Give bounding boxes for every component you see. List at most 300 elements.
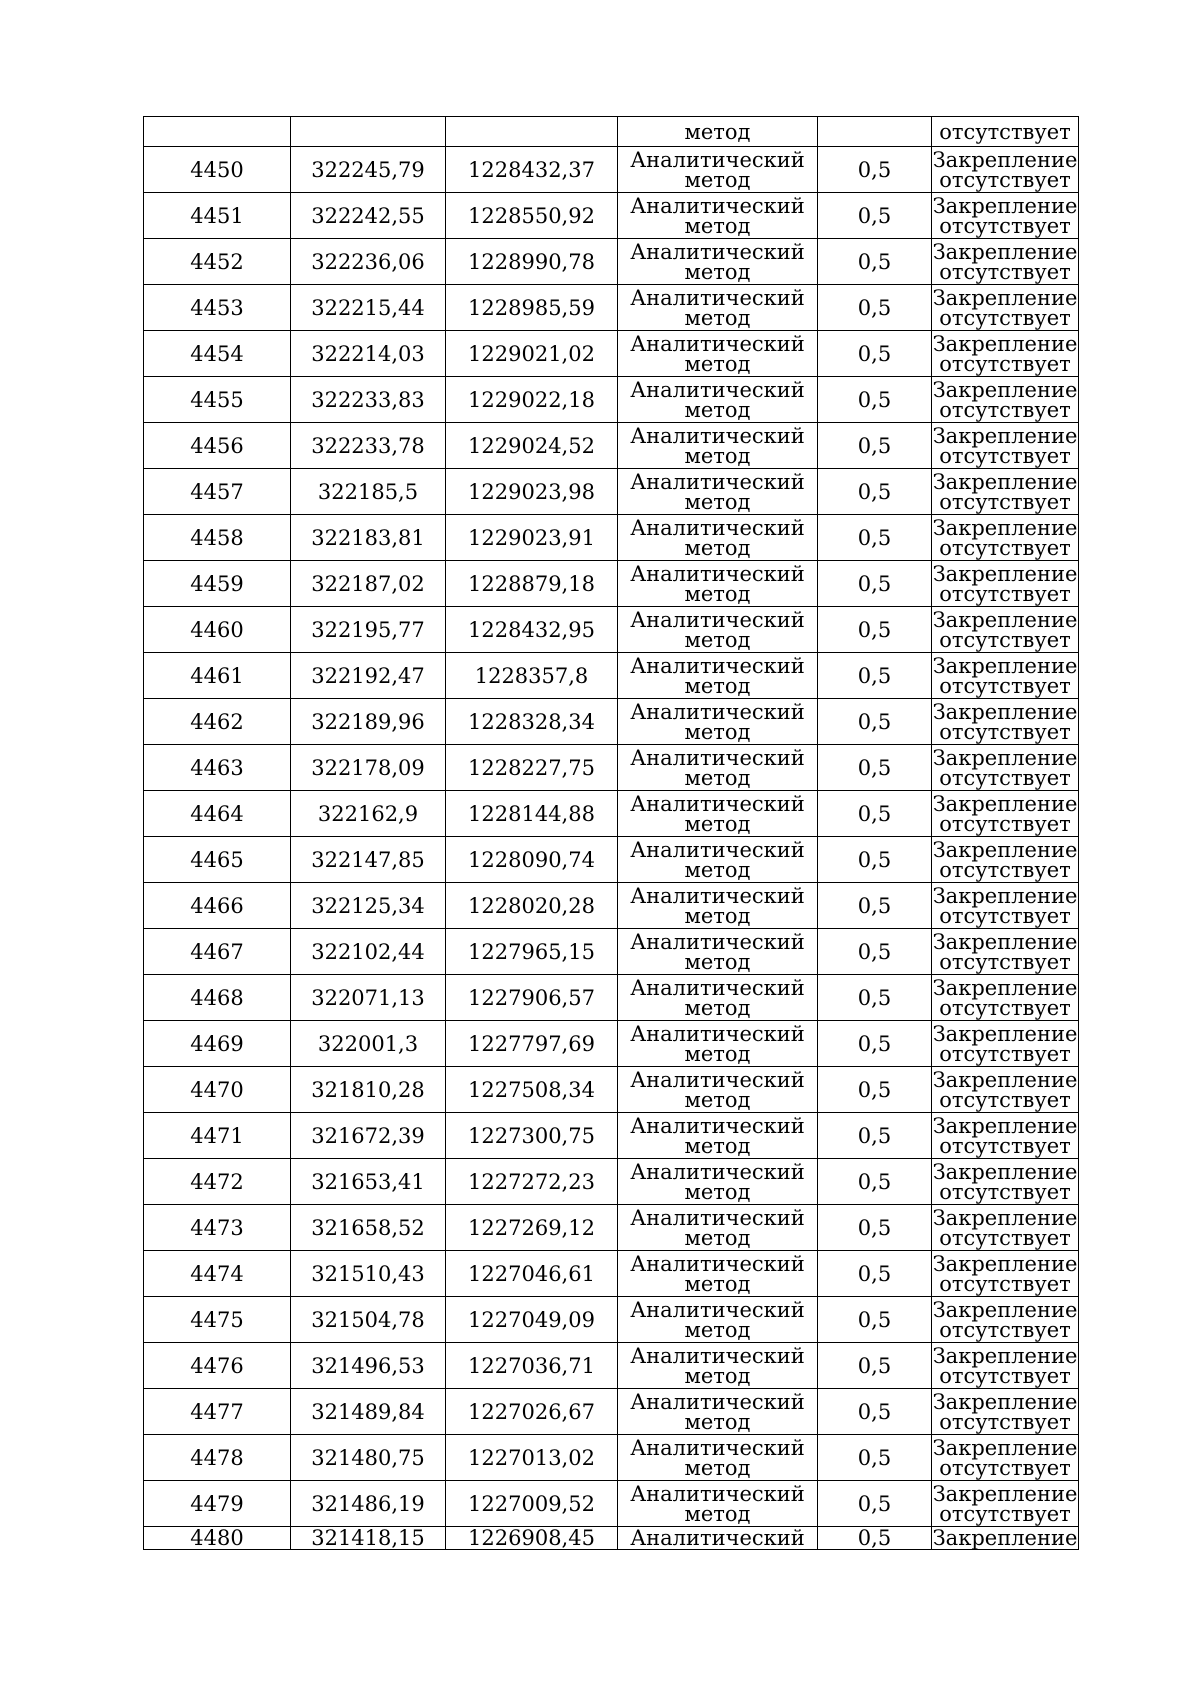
cell-fixing-line1: Закрепление xyxy=(932,1481,1078,1506)
cell-y-coordinate: 1228020,28 xyxy=(446,883,618,929)
cell-fixing xyxy=(932,653,1079,699)
cell-accuracy: 0,5 xyxy=(818,561,932,607)
cell-fixing xyxy=(932,331,1079,377)
cell-fixing-line1: Закрепление xyxy=(932,1021,1078,1046)
cell-point-number: 4472 xyxy=(144,1159,291,1205)
cell-method-line1: Аналитический xyxy=(630,1067,805,1092)
cell-point-number: 4463 xyxy=(144,745,291,791)
cell-fixing-line1: Закрепление xyxy=(932,699,1078,724)
cell-fixing-line1: Закрепление xyxy=(932,837,1078,862)
cell-y-coordinate: 1227269,12 xyxy=(446,1205,618,1251)
cell-method-line1: Аналитический xyxy=(630,193,805,218)
cell-fixing xyxy=(932,1343,1079,1389)
cell-method-line1: Аналитический xyxy=(630,1389,805,1414)
coordinates-table xyxy=(143,116,1079,1550)
table-row xyxy=(144,1113,1079,1159)
table-row xyxy=(144,1159,1079,1205)
cell-point-number: 4474 xyxy=(144,1251,291,1297)
cell-method-line2: метод xyxy=(684,627,751,652)
cell-fixing-line1: Закрепление xyxy=(932,1389,1078,1414)
cell-method xyxy=(618,193,818,239)
cell-method xyxy=(618,239,818,285)
cell-point-number: 4467 xyxy=(144,929,291,975)
table-row xyxy=(144,423,1079,469)
cell-accuracy: 0,5 xyxy=(818,1343,932,1389)
cell-method-line1: Аналитический xyxy=(630,1113,805,1138)
table-row xyxy=(144,607,1079,653)
cell-method-line2: метод xyxy=(684,1317,751,1342)
cell-method-line2: метод xyxy=(684,857,751,882)
cell-method xyxy=(618,1435,818,1481)
table-row-last xyxy=(144,1527,1079,1550)
cell-fixing-line1: Закрепление xyxy=(932,515,1078,540)
cell-accuracy: 0,5 xyxy=(818,1159,932,1205)
cell-y-coordinate: 1229024,52 xyxy=(446,423,618,469)
cell-fixing xyxy=(932,791,1079,837)
cell-fixing-line2: отсутствует xyxy=(939,397,1071,422)
cell-point-number: 4468 xyxy=(144,975,291,1021)
cell-method-line2: метод xyxy=(684,489,751,514)
cell-y-coordinate: 1228357,8 xyxy=(446,653,618,699)
cell-method xyxy=(618,561,818,607)
cell-method xyxy=(618,837,818,883)
cell-y-coordinate: 1228990,78 xyxy=(446,239,618,285)
table-row xyxy=(144,745,1079,791)
cell-point-number: 4450 xyxy=(144,147,291,193)
cell-fixing xyxy=(932,745,1079,791)
cell-method xyxy=(618,147,818,193)
cell-accuracy: 0,5 xyxy=(818,837,932,883)
cell-point-number: 4457 xyxy=(144,469,291,515)
cell-x-coordinate: 322178,09 xyxy=(291,745,446,791)
cell-method-line1: Аналитический xyxy=(630,331,805,356)
cell-y-coordinate: 1228985,59 xyxy=(446,285,618,331)
cell-y-coordinate: 1227508,34 xyxy=(446,1067,618,1113)
cell-fixing xyxy=(932,423,1079,469)
cell-x-coordinate xyxy=(291,117,446,147)
cell-fixing-line2: отсутствует xyxy=(939,1179,1071,1204)
cell-point-number: 4480 xyxy=(144,1527,291,1550)
cell-fixing-line2: отсутствует xyxy=(939,1271,1071,1296)
cell-method-line2: метод xyxy=(684,1455,751,1480)
cell-accuracy: 0,5 xyxy=(818,745,932,791)
cell-x-coordinate: 322215,44 xyxy=(291,285,446,331)
cell-fixing xyxy=(932,1435,1079,1481)
cell-x-coordinate: 322187,02 xyxy=(291,561,446,607)
table-row-continued xyxy=(144,117,1079,147)
cell-method xyxy=(618,377,818,423)
cell-y-coordinate: 1229023,91 xyxy=(446,515,618,561)
table-row xyxy=(144,331,1079,377)
cell-point-number: 4453 xyxy=(144,285,291,331)
cell-method-line2: метод xyxy=(684,811,751,836)
cell-fixing-line2: отсутствует xyxy=(939,765,1071,790)
table-row xyxy=(144,653,1079,699)
cell-x-coordinate: 322233,83 xyxy=(291,377,446,423)
cell-fixing-line1: Закрепление xyxy=(932,147,1078,172)
cell-fixing-line1: Закрепление xyxy=(932,1067,1078,1092)
cell-accuracy xyxy=(818,117,932,147)
cell-fixing-line2: отсутствует xyxy=(939,1409,1071,1434)
cell-method-line1: Аналитический xyxy=(630,1297,805,1322)
cell-x-coordinate: 321418,15 xyxy=(291,1527,446,1550)
cell-method-line1: Аналитический xyxy=(630,1481,805,1506)
cell-x-coordinate: 322185,5 xyxy=(291,469,446,515)
cell-accuracy: 0,5 xyxy=(818,883,932,929)
cell-y-coordinate: 1227965,15 xyxy=(446,929,618,975)
cell-method-line2: метод xyxy=(684,1501,751,1526)
cell-fixing-line1: Закрепление xyxy=(932,1251,1078,1276)
cell-method-line1: Аналитический xyxy=(630,1435,805,1460)
cell-method-line1: Аналитический xyxy=(630,1343,805,1368)
table-row xyxy=(144,1435,1079,1481)
cell-x-coordinate: 321658,52 xyxy=(291,1205,446,1251)
cell-point-number: 4452 xyxy=(144,239,291,285)
cell-accuracy: 0,5 xyxy=(818,653,932,699)
cell-method-line1: Аналитический xyxy=(630,561,805,586)
cell-y-coordinate: 1228432,37 xyxy=(446,147,618,193)
cell-method-line1: Аналитический xyxy=(630,1251,805,1276)
cell-x-coordinate: 322162,9 xyxy=(291,791,446,837)
cell-method-line1: Аналитический xyxy=(630,699,805,724)
cell-point-number: 4479 xyxy=(144,1481,291,1527)
cell-point-number: 4459 xyxy=(144,561,291,607)
cell-method xyxy=(618,1205,818,1251)
cell-accuracy: 0,5 xyxy=(818,1481,932,1527)
cell-method xyxy=(618,653,818,699)
cell-accuracy: 0,5 xyxy=(818,423,932,469)
cell-method xyxy=(618,791,818,837)
cell-point-number: 4455 xyxy=(144,377,291,423)
cell-method xyxy=(618,515,818,561)
cell-fixing-line1: Закрепление xyxy=(932,653,1078,678)
table-row xyxy=(144,1021,1079,1067)
cell-accuracy: 0,5 xyxy=(818,469,932,515)
cell-point-number: 4465 xyxy=(144,837,291,883)
cell-fixing-line2: отсутствует xyxy=(939,949,1071,974)
cell-fixing: Закрепление xyxy=(932,1526,1078,1550)
cell-method xyxy=(618,1159,818,1205)
cell-fixing xyxy=(932,561,1079,607)
table-row xyxy=(144,975,1079,1021)
cell-point-number: 4464 xyxy=(144,791,291,837)
cell-fixing-line1: Закрепление xyxy=(932,331,1078,356)
table-row xyxy=(144,469,1079,515)
cell-method-line2: метод xyxy=(684,1041,751,1066)
cell-method-line2: метод xyxy=(684,949,751,974)
cell-accuracy: 0,5 xyxy=(818,1021,932,1067)
cell-fixing xyxy=(932,469,1079,515)
cell-method-line2: метод xyxy=(684,1409,751,1434)
cell-point-number xyxy=(144,117,291,147)
cell-y-coordinate: 1228227,75 xyxy=(446,745,618,791)
cell-point-number: 4462 xyxy=(144,699,291,745)
cell-x-coordinate: 322236,06 xyxy=(291,239,446,285)
cell-accuracy: 0,5 xyxy=(818,1251,932,1297)
cell-point-number: 4466 xyxy=(144,883,291,929)
cell-method-line2: метод xyxy=(684,1133,751,1158)
cell-x-coordinate: 321489,84 xyxy=(291,1389,446,1435)
cell-method xyxy=(618,1343,818,1389)
cell-fixing-line1: Закрепление xyxy=(932,745,1078,770)
cell-point-number: 4458 xyxy=(144,515,291,561)
cell-method-line2: метод xyxy=(684,443,751,468)
table-row xyxy=(144,1205,1079,1251)
cell-method-line1: Аналитический xyxy=(630,377,805,402)
cell-method-line2: метод xyxy=(684,351,751,376)
cell-method-line1: Аналитический xyxy=(630,147,805,172)
cell-accuracy: 0,5 xyxy=(818,607,932,653)
cell-accuracy: 0,5 xyxy=(818,1297,932,1343)
cell-y-coordinate: 1227300,75 xyxy=(446,1113,618,1159)
cell-fixing-line1: Закрепление xyxy=(932,1159,1078,1184)
cell-fixing xyxy=(932,1481,1079,1527)
cell-fixing-line1: Закрепление xyxy=(932,1435,1078,1460)
cell-y-coordinate: 1227026,67 xyxy=(446,1389,618,1435)
cell-accuracy: 0,5 xyxy=(818,147,932,193)
cell-method xyxy=(618,469,818,515)
cell-method xyxy=(618,1067,818,1113)
cell-fixing-line2: отсутствует xyxy=(939,1363,1071,1388)
cell-accuracy: 0,5 xyxy=(818,1205,932,1251)
cell-fixing-line2: отсутствует xyxy=(939,259,1071,284)
table-row xyxy=(144,837,1079,883)
cell-method-line2: метод xyxy=(684,719,751,744)
cell-fixing-line1: Закрепление xyxy=(932,607,1078,632)
cell-fixing-line1: Закрепление xyxy=(932,975,1078,1000)
cell-method-line1: Аналитический xyxy=(630,1021,805,1046)
cell-fixing-line2: отсутствует xyxy=(939,1133,1071,1158)
cell-fixing-line2: отсутствует xyxy=(939,719,1071,744)
table-row xyxy=(144,1389,1079,1435)
cell-accuracy: 0,5 xyxy=(818,515,932,561)
cell-fixing-line2: отсутствует xyxy=(939,1225,1071,1250)
cell-point-number: 4477 xyxy=(144,1389,291,1435)
cell-y-coordinate: 1227013,02 xyxy=(446,1435,618,1481)
cell-y-coordinate: 1228328,34 xyxy=(446,699,618,745)
cell-accuracy: 0,5 xyxy=(818,285,932,331)
cell-fixing-line1: Закрепление xyxy=(932,1113,1078,1138)
cell-method xyxy=(618,975,818,1021)
cell-fixing-line2: отсутствует xyxy=(939,305,1071,330)
cell-method-line2: метод xyxy=(684,1179,751,1204)
cell-method-line2: метод xyxy=(684,259,751,284)
cell-y-coordinate: 1228550,92 xyxy=(446,193,618,239)
cell-method-line2: метод xyxy=(684,581,751,606)
cell-fixing xyxy=(932,1297,1079,1343)
cell-point-number: 4469 xyxy=(144,1021,291,1067)
cell-method xyxy=(618,1113,818,1159)
cell-fixing-line1: Закрепление xyxy=(932,239,1078,264)
cell-method-line2: метод xyxy=(684,305,751,330)
cell-point-number: 4478 xyxy=(144,1435,291,1481)
cell-method xyxy=(618,423,818,469)
cell-x-coordinate: 322125,34 xyxy=(291,883,446,929)
table-row xyxy=(144,883,1079,929)
cell-fixing-line2: отсутствует xyxy=(939,903,1071,928)
cell-point-number: 4470 xyxy=(144,1067,291,1113)
cell-x-coordinate: 322102,44 xyxy=(291,929,446,975)
cell-point-number: 4473 xyxy=(144,1205,291,1251)
cell-fixing xyxy=(932,1113,1079,1159)
cell-fixing xyxy=(932,1205,1079,1251)
cell-x-coordinate: 322214,03 xyxy=(291,331,446,377)
cell-method-line2: метод xyxy=(684,397,751,422)
cell-y-coordinate: 1227036,71 xyxy=(446,1343,618,1389)
cell-y-coordinate: 1227906,57 xyxy=(446,975,618,1021)
cell-method: Аналитический xyxy=(618,1527,818,1550)
table-row xyxy=(144,193,1079,239)
cell-method-line2: метод xyxy=(684,995,751,1020)
cell-x-coordinate: 321510,43 xyxy=(291,1251,446,1297)
cell-x-coordinate: 322147,85 xyxy=(291,837,446,883)
table-row xyxy=(144,699,1079,745)
cell-fixing-line1: Закрепление xyxy=(932,285,1078,310)
cell-y-coordinate: 1228144,88 xyxy=(446,791,618,837)
cell-y-coordinate: 1227049,09 xyxy=(446,1297,618,1343)
cell-fixing-line2: отсутствует xyxy=(939,1041,1071,1066)
cell-accuracy: 0,5 xyxy=(818,193,932,239)
cell-y-coordinate: 1229021,02 xyxy=(446,331,618,377)
cell-method-line1: Аналитический xyxy=(630,837,805,862)
cell-method-line2: метод xyxy=(684,673,751,698)
cell-accuracy: 0,5 xyxy=(818,1113,932,1159)
table-row xyxy=(144,515,1079,561)
cell-x-coordinate: 321480,75 xyxy=(291,1435,446,1481)
cell-method-line1: Аналитический xyxy=(630,1159,805,1184)
cell-method xyxy=(618,699,818,745)
cell-fixing-line2: отсутствует xyxy=(939,627,1071,652)
table-row xyxy=(144,929,1079,975)
cell-method-line1: Аналитический xyxy=(630,883,805,908)
cell-method-line1: Аналитический xyxy=(630,653,805,678)
cell-y-coordinate: 1229023,98 xyxy=(446,469,618,515)
cell-fixing xyxy=(932,837,1079,883)
cell-point-number: 4460 xyxy=(144,607,291,653)
table-body xyxy=(144,117,1079,1550)
cell-x-coordinate: 322245,79 xyxy=(291,147,446,193)
cell-fixing-line2: отсутствует xyxy=(939,213,1071,238)
cell-y-coordinate: 1226908,45 xyxy=(446,1527,618,1550)
cell-method-line1: Аналитический xyxy=(630,239,805,264)
cell-fixing-line1: Закрепление xyxy=(932,377,1078,402)
cell-method xyxy=(618,883,818,929)
cell-fixing-line2: отсутствует xyxy=(939,1455,1071,1480)
cell-x-coordinate: 321486,19 xyxy=(291,1481,446,1527)
cell-accuracy: 0,5 xyxy=(818,1435,932,1481)
cell-method xyxy=(618,1021,818,1067)
cell-fixing xyxy=(932,1251,1079,1297)
cell-y-coordinate: 1228432,95 xyxy=(446,607,618,653)
cell-method xyxy=(618,285,818,331)
cell-method xyxy=(618,745,818,791)
cell-x-coordinate: 321653,41 xyxy=(291,1159,446,1205)
cell-method-line2: метод xyxy=(684,1271,751,1296)
cell-accuracy: 0,5 xyxy=(818,331,932,377)
cell-method-line2: метод xyxy=(684,1225,751,1250)
cell-fixing-line1: Закрепление xyxy=(932,929,1078,954)
cell-fixing xyxy=(932,1021,1079,1067)
cell-method-line2: метод xyxy=(684,535,751,560)
cell-fixing xyxy=(932,1067,1079,1113)
table-row xyxy=(144,561,1079,607)
cell-fixing xyxy=(932,929,1079,975)
cell-x-coordinate: 322233,78 xyxy=(291,423,446,469)
cell-fixing-line1: Закрепление xyxy=(932,791,1078,816)
cell-method xyxy=(618,331,818,377)
cell-fixing-line2: отсутствует xyxy=(939,673,1071,698)
cell-method-line2: метод xyxy=(684,213,751,238)
cell-accuracy: 0,5 xyxy=(818,791,932,837)
cell-y-coordinate: 1228879,18 xyxy=(446,561,618,607)
cell-method: метод xyxy=(618,117,818,147)
cell-y-coordinate: 1227046,61 xyxy=(446,1251,618,1297)
cell-method xyxy=(618,1251,818,1297)
cell-method-line2: метод xyxy=(684,903,751,928)
cell-fixing-line2: отсутствует xyxy=(939,811,1071,836)
cell-fixing-line1: Закрепление xyxy=(932,193,1078,218)
cell-accuracy: 0,5 xyxy=(818,1389,932,1435)
cell-fixing xyxy=(932,1389,1079,1435)
cell-method-line1: Аналитический xyxy=(630,745,805,770)
cell-point-number: 4475 xyxy=(144,1297,291,1343)
cell-fixing xyxy=(932,239,1079,285)
cell-accuracy: 0,5 xyxy=(818,929,932,975)
cell-fixing xyxy=(932,607,1079,653)
cell-accuracy: 0,5 xyxy=(818,1067,932,1113)
cell-fixing-line1: Закрепление xyxy=(932,1205,1078,1230)
cell-fixing-line1: Закрепление xyxy=(932,469,1078,494)
cell-fixing-line2: отсутствует xyxy=(939,443,1071,468)
cell-fixing-line2: отсутствует xyxy=(939,1087,1071,1112)
cell-point-number: 4454 xyxy=(144,331,291,377)
cell-fixing xyxy=(932,147,1079,193)
cell-method-line1: Аналитический xyxy=(630,285,805,310)
cell-fixing-line1: Закрепление xyxy=(932,883,1078,908)
cell-y-coordinate: 1228090,74 xyxy=(446,837,618,883)
cell-fixing xyxy=(932,1159,1079,1205)
table-row xyxy=(144,1067,1079,1113)
cell-x-coordinate: 321810,28 xyxy=(291,1067,446,1113)
cell-method-line2: метод xyxy=(684,167,751,192)
cell-point-number: 4476 xyxy=(144,1343,291,1389)
cell-x-coordinate: 321496,53 xyxy=(291,1343,446,1389)
cell-method-line1: Аналитический xyxy=(630,929,805,954)
cell-method-line2: метод xyxy=(684,765,751,790)
cell-x-coordinate: 322189,96 xyxy=(291,699,446,745)
cell-point-number: 4461 xyxy=(144,653,291,699)
table-row xyxy=(144,377,1079,423)
cell-method-line1: Аналитический xyxy=(630,469,805,494)
cell-x-coordinate: 322183,81 xyxy=(291,515,446,561)
cell-fixing-line1: Закрепление xyxy=(932,561,1078,586)
cell-method-line2: метод xyxy=(684,1363,751,1388)
cell-accuracy: 0,5 xyxy=(818,377,932,423)
table-row xyxy=(144,1297,1079,1343)
cell-y-coordinate xyxy=(446,117,618,147)
cell-method-line1: Аналитический xyxy=(630,515,805,540)
table-row xyxy=(144,285,1079,331)
cell-method-line2: метод xyxy=(684,1087,751,1112)
cell-method xyxy=(618,607,818,653)
cell-method-line1: Аналитический xyxy=(630,975,805,1000)
cell-method xyxy=(618,1297,818,1343)
cell-x-coordinate: 321672,39 xyxy=(291,1113,446,1159)
cell-fixing-line2: отсутствует xyxy=(939,581,1071,606)
cell-point-number: 4471 xyxy=(144,1113,291,1159)
cell-x-coordinate: 321504,78 xyxy=(291,1297,446,1343)
cell-method-line1: Аналитический xyxy=(630,423,805,448)
